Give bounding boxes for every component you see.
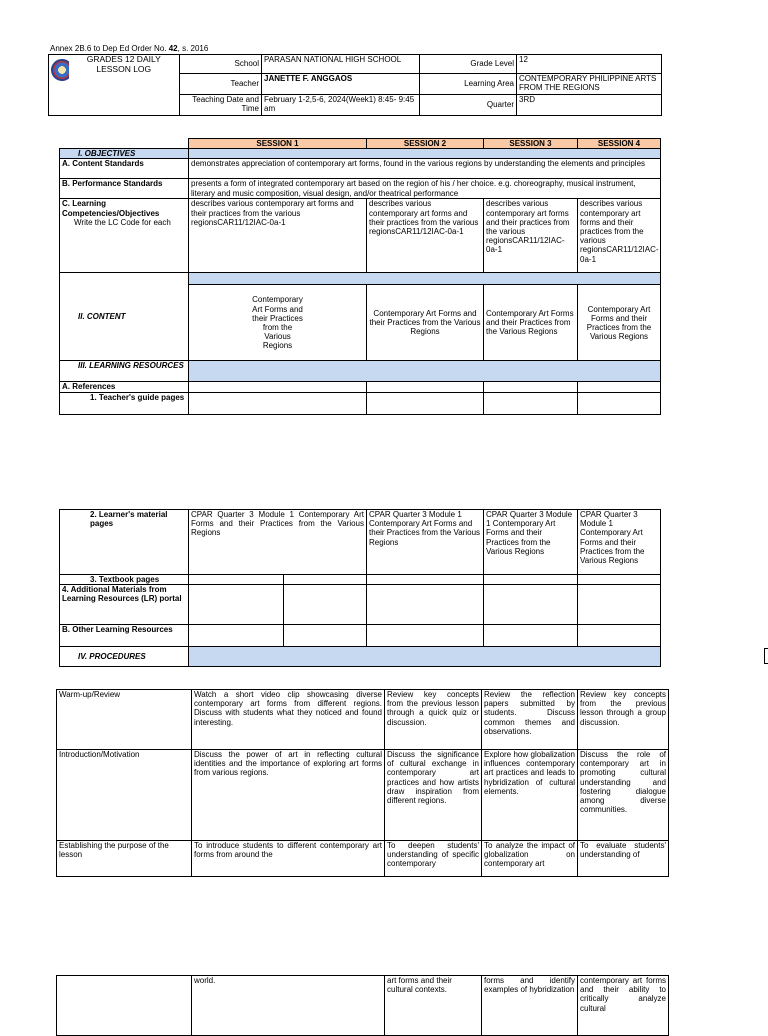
references-s4 — [578, 382, 661, 392]
purpose-cont-label — [57, 976, 192, 1036]
procedures-label: IV. PROCEDURES — [60, 647, 189, 667]
purpose-s1: To introduce students to different contemporary art forms from around the — [192, 841, 385, 877]
content-session-1: Contemporary Art Forms and their Practices from the Various Regions — [189, 285, 367, 361]
warmup-label: Warm-up/Review — [57, 690, 192, 750]
page-edge-box — [764, 648, 768, 664]
procedures-band — [189, 647, 661, 667]
school-label: School — [180, 55, 262, 74]
references-s2 — [367, 382, 484, 392]
grade-value: 12 — [517, 55, 662, 74]
purpose-s2: To deepen students' understanding of specific contemporary — [385, 841, 482, 877]
purpose-cont-s1: world. — [192, 976, 385, 1036]
procedures-continued — [56, 975, 669, 1036]
competency-session-2: describes various contemporary art forms and their practices from the various regionsCAR11/12IAC-0a-1 — [367, 199, 484, 273]
purpose-label: Establishing the purpose of the lesson — [57, 841, 192, 877]
warmup-s3: Review the reflection papers submitted by students. Discuss common themes and observations. — [482, 690, 578, 750]
warmup-s4: Review key concepts from the previous lesson through a group discussion. — [578, 690, 669, 750]
content-band — [189, 273, 661, 285]
purpose-cont-s3: forms and identify examples of hybridization — [482, 976, 578, 1036]
additional-materials-label: 4. Additional Materials from Learning Resources (LR) portal — [60, 585, 189, 625]
learner-material-s4: CPAR Quarter 3 Module 1 Contemporary Art Forms and their Practices from the Various Regions — [578, 510, 661, 575]
session-2-header: SESSION 2 — [367, 139, 484, 149]
textbook-s3 — [484, 575, 578, 585]
references-label: A. References — [60, 382, 189, 392]
competencies-sub: Write the LC Code for each — [74, 217, 171, 227]
grade-label: Grade Level — [420, 55, 517, 74]
other-s3 — [484, 625, 578, 647]
textbook-s1a — [189, 575, 284, 585]
quarter-label: Quarter — [420, 95, 517, 116]
content-label: II. CONTENT — [60, 273, 189, 361]
deped-seal — [49, 55, 69, 116]
additional-s4 — [578, 585, 661, 625]
competency-session-4: describes various contemporary art forms and their practices from the various regionsCAR11/12IAC-0a-1 — [578, 199, 661, 273]
teacher-guide-s1 — [189, 392, 367, 414]
date-value: February 1-2,5-6, 2024(Week1) 8:45- 9:45 am — [262, 95, 420, 116]
deped-seal-icon — [51, 59, 69, 81]
learner-material-label: 2. Learner's material pages — [60, 510, 189, 575]
purpose-s3: To analyze the impact of globalization on contemporary art — [482, 841, 578, 877]
teacher-guide-s2 — [367, 392, 484, 414]
learning-resources-band — [189, 361, 661, 382]
content-standards-text: demonstrates appreciation of contemporary art forms, found in the various regions by understanding the elements and principles — [189, 159, 661, 179]
warmup-s2: Review key concepts from the previous lesson through a quick quiz or discussion. — [385, 690, 482, 750]
header-table — [48, 54, 662, 116]
learner-material-s3: CPAR Quarter 3 Module 1 Contemporary Art Forms and their Practices from the Various Regions — [484, 510, 578, 575]
learner-material-s2: CPAR Quarter 3 Module 1 Contemporary Art Forms and their Practices from the Various Regions — [367, 510, 484, 575]
teacher-guide-label: 1. Teacher's guide pages — [60, 392, 189, 414]
competency-session-1: describes various contemporary art forms and their practices from the various regionsCAR11/12IAC-0a-1 — [189, 199, 367, 273]
intro-s1: Discuss the power of art in reflecting cultural identities and the importance of exploring art forms from various regions. — [192, 750, 385, 841]
additional-s1b — [284, 585, 367, 625]
session-3-header: SESSION 3 — [484, 139, 578, 149]
purpose-cont-s4: contemporary art forms and their ability to critically analyze cultural — [578, 976, 669, 1036]
content-session-4: Contemporary Art Forms and their Practices from the Various Regions — [578, 285, 661, 361]
content-session-2: Contemporary Art Forms and their Practices from the Various Regions — [367, 285, 484, 361]
intro-s2: Discuss the significance of cultural exchange in contemporary art practices and how artists draw inspiration from different regions. — [385, 750, 482, 841]
additional-s3 — [484, 585, 578, 625]
teacher-value: JANETTE F. ANGGAOS — [262, 74, 420, 95]
other-s4 — [578, 625, 661, 647]
textbook-s4 — [578, 575, 661, 585]
teacher-guide-s4 — [578, 392, 661, 414]
annex-line: Annex 2B.6 to Dep Ed Order No. 42, s. 2016 — [50, 44, 209, 53]
additional-s1a — [189, 585, 284, 625]
content-session-3: Contemporary Art Forms and their Practices from the Various Regions — [484, 285, 578, 361]
blank-corner — [60, 139, 189, 149]
teacher-label: Teacher — [180, 74, 262, 95]
area-label: Learning Area — [420, 74, 517, 95]
textbook-label: 3. Textbook pages — [60, 575, 189, 585]
procedures-table — [56, 689, 669, 877]
purpose-s4: To evaluate students' understanding of — [578, 841, 669, 877]
references-s1 — [189, 382, 367, 392]
intro-s4: Discuss the role of contemporary art in promoting cultural understanding and fostering dialogue among diverse communities. — [578, 750, 669, 841]
other-resources-label: B. Other Learning Resources — [60, 625, 189, 647]
intro-s3: Explore how globalization influences contemporary art practices and leads to hybridization of cultural elements. — [482, 750, 578, 841]
additional-s2 — [367, 585, 484, 625]
textbook-s1b — [284, 575, 367, 585]
warmup-s1: Watch a short video clip showcasing diverse contemporary art forms from different regions. Discuss with students what they noticed and found interesting. — [192, 690, 385, 750]
learner-material-s1: CPAR Quarter 3 Module 1 Contemporary Art Forms and their Practices from the Various Regions — [189, 510, 367, 575]
teacher-guide-s3 — [484, 392, 578, 414]
school-value: PARASAN NATIONAL HIGH SCHOOL — [262, 55, 420, 74]
date-label: Teaching Date and Time — [180, 95, 262, 116]
competencies-label: C. Learning Competencies/Objectives — [62, 199, 160, 218]
purpose-cont-s2: art forms and their cultural contexts. — [385, 976, 482, 1036]
intro-label: Introduction/Motivation — [57, 750, 192, 841]
session-1-header: SESSION 1 — [189, 139, 367, 149]
competency-session-3: describes various contemporary art forms and their practices from the various regionsCAR11/12IAC-0a-1 — [484, 199, 578, 273]
area-value: CONTEMPORARY PHILIPPINE ARTS FROM THE REGIONS — [517, 74, 662, 95]
session-4-header: SESSION 4 — [578, 139, 661, 149]
log-title: GRADES 12 DAILY LESSON LOG — [69, 55, 180, 116]
objectives-heading: I. OBJECTIVES — [60, 149, 189, 159]
learning-resources-label: III. LEARNING RESOURCES — [60, 361, 189, 382]
other-s1a — [189, 625, 284, 647]
textbook-s2 — [367, 575, 484, 585]
lesson-table-resources — [59, 509, 661, 667]
performance-standards-label: B. Performance Standards — [60, 179, 189, 199]
other-s2 — [367, 625, 484, 647]
content-standards-label: A. Content Standards — [60, 159, 189, 179]
lesson-table-main — [59, 138, 661, 415]
references-s3 — [484, 382, 578, 392]
other-s1b — [284, 625, 367, 647]
competencies-label-cell — [60, 199, 189, 273]
objectives-band — [189, 149, 661, 159]
quarter-value: 3RD — [517, 95, 662, 116]
performance-standards-text: presents a form of integrated contemporary art based on the region of his / her choice. e.g. choreography, musical instrument, literary and music composition, visual design, and/or theatrical performance — [189, 179, 661, 199]
